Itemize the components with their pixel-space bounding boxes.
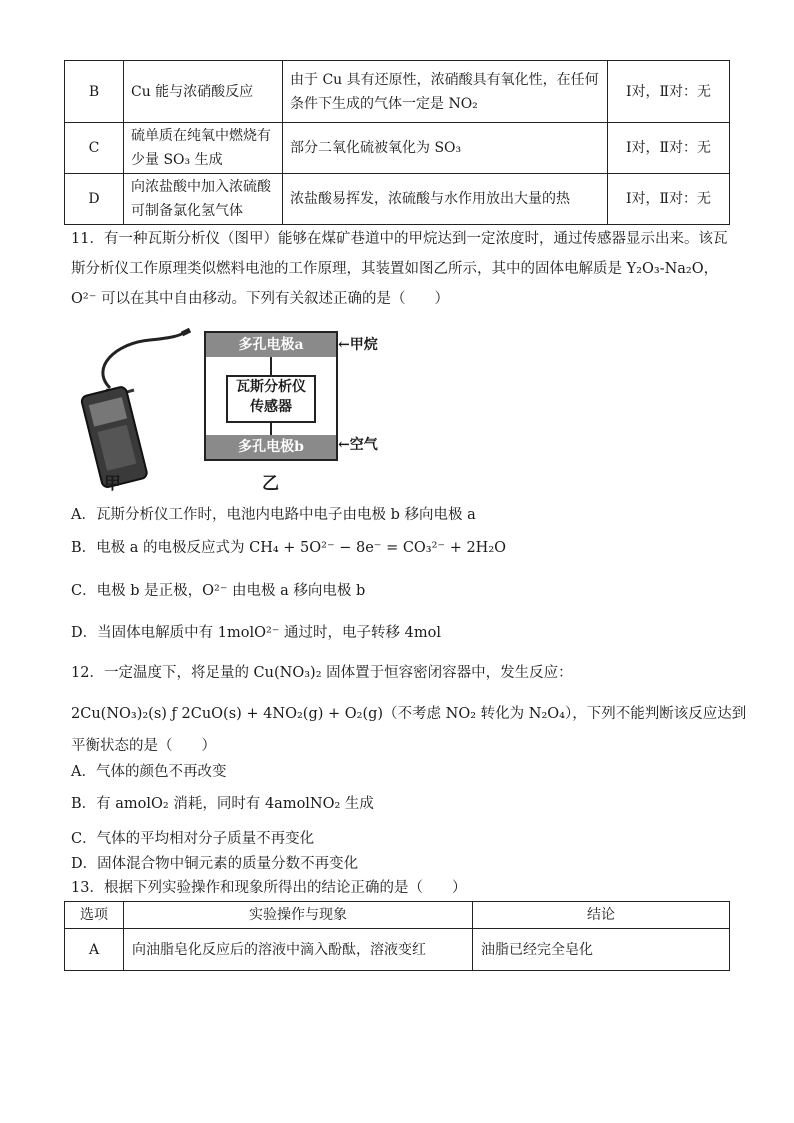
table-header-conclusion: 结论 — [473, 902, 730, 929]
gas-analyzer-device-figure — [70, 328, 194, 494]
q12-option-d: D．固体混合物中铜元素的质量分数不再变化 — [71, 856, 359, 872]
table-cell-operation: 向油脂皂化反应后的溶液中滴入酚酞，溶液变红 — [124, 929, 473, 971]
electrode-b: 多孔电极b — [206, 435, 336, 459]
sensor-schematic — [204, 331, 338, 461]
q12-option-a: A．气体的颜色不再改变 — [71, 764, 227, 780]
table-header-row — [65, 902, 730, 929]
sensor-label-line2: 传感器 — [250, 399, 292, 415]
q12-equation: 2Cu(NO₃)₂(s) ƒ 2CuO(s) + 4NO₂(g) + O₂(g)（不考虑 NO₂ 转化为 N₂O₄），下列不能判断该反应达到 — [71, 706, 747, 722]
table-cell-explanation: 由于 Cu 具有还原性，浓硝酸具有氧化性，在任何条件下生成的气体一定是 NO₂ — [283, 61, 608, 123]
q12-option-b: B．有 amolO₂ 消耗，同时有 4amolNO₂ 生成 — [71, 796, 374, 812]
methane-label: ←甲烷 — [338, 337, 378, 353]
q12-stem: 12．一定温度下，将足量的 Cu(NO₃)₂ 固体置于恒容密闭容器中，发生反应： — [71, 665, 573, 681]
table-cell-operation: 向浓盐酸中加入浓硫酸可制备氯化氢气体 — [124, 174, 283, 225]
table-cell-option: B — [65, 61, 124, 123]
q11-stem: 11．有一种瓦斯分析仪（图甲）能够在煤矿巷道中的甲烷达到一定浓度时，通过传感器显示出来。该瓦斯分析仪工作原理类似燃料电池的工作原理，其装置如图乙所示，其中的固体电解质是 Y₂O₃-Na₂O，O²⁻ 可以在其中自由移动。下列有关叙述正确的是（ ） — [71, 231, 728, 307]
q12-option-c: C．气体的平均相对分子质量不再变化 — [71, 831, 315, 847]
table-cell-explanation: 浓盐酸易挥发，浓硫酸与水作用放出大量的热 — [283, 174, 608, 225]
wire-top — [270, 357, 272, 375]
electrode-a: 多孔电极a — [206, 333, 336, 357]
q13-stem: 13．根据下列实验操作和现象所得出的结论正确的是（ ） — [71, 880, 467, 896]
table-cell-judgment: Ⅰ对，Ⅱ对：无 — [608, 174, 730, 225]
table-cell-judgment: Ⅰ对，Ⅱ对：无 — [608, 123, 730, 174]
table-row — [65, 174, 730, 225]
q11-option-b: B．电极 a 的电极反应式为 CH₄ + 5O²⁻ − 8e⁻ = CO₃²⁻ + 2H₂O — [71, 540, 507, 556]
q12-equation-cont: 平衡状态的是（ ） — [71, 738, 216, 754]
sensor-box — [226, 375, 316, 423]
table-cell-conclusion: 油脂已经完全皂化 — [473, 929, 730, 971]
table-header-operation: 实验操作与现象 — [124, 902, 473, 929]
table-cell-operation: 硫单质在纯氧中燃烧有少量 SO₃ 生成 — [124, 123, 283, 174]
table-cell-option: A — [65, 929, 124, 971]
table-cell-judgment: Ⅰ对，Ⅱ对：无 — [608, 61, 730, 123]
q11-option-a: A．瓦斯分析仪工作时，电池内电路中电子由电极 b 移向电极 a — [71, 507, 476, 523]
q11-option-c: C．电极 b 是正极，O²⁻ 由电极 a 移向电极 b — [71, 583, 366, 599]
air-label: ←空气 — [338, 437, 378, 453]
options-table-top — [64, 60, 730, 225]
q11-option-d: D．当固体电解质中有 1molO²⁻ 通过时，电子转移 4mol — [71, 625, 441, 641]
table-cell-option: D — [65, 174, 124, 225]
table-row — [65, 61, 730, 123]
figure-jia-label: 甲 — [104, 474, 121, 494]
table-cell-operation: Cu 能与浓硝酸反应 — [124, 61, 283, 123]
figure-yi-label: 乙 — [262, 474, 279, 494]
wire-bottom — [270, 423, 272, 435]
table-row — [65, 123, 730, 174]
table-cell-option: C — [65, 123, 124, 174]
sensor-label-line1: 瓦斯分析仪 — [236, 379, 306, 395]
table-header-option: 选项 — [65, 902, 124, 929]
table-row — [65, 929, 730, 971]
q13-table — [64, 901, 730, 971]
table-cell-explanation: 部分二氧化硫被氧化为 SO₃ — [283, 123, 608, 174]
